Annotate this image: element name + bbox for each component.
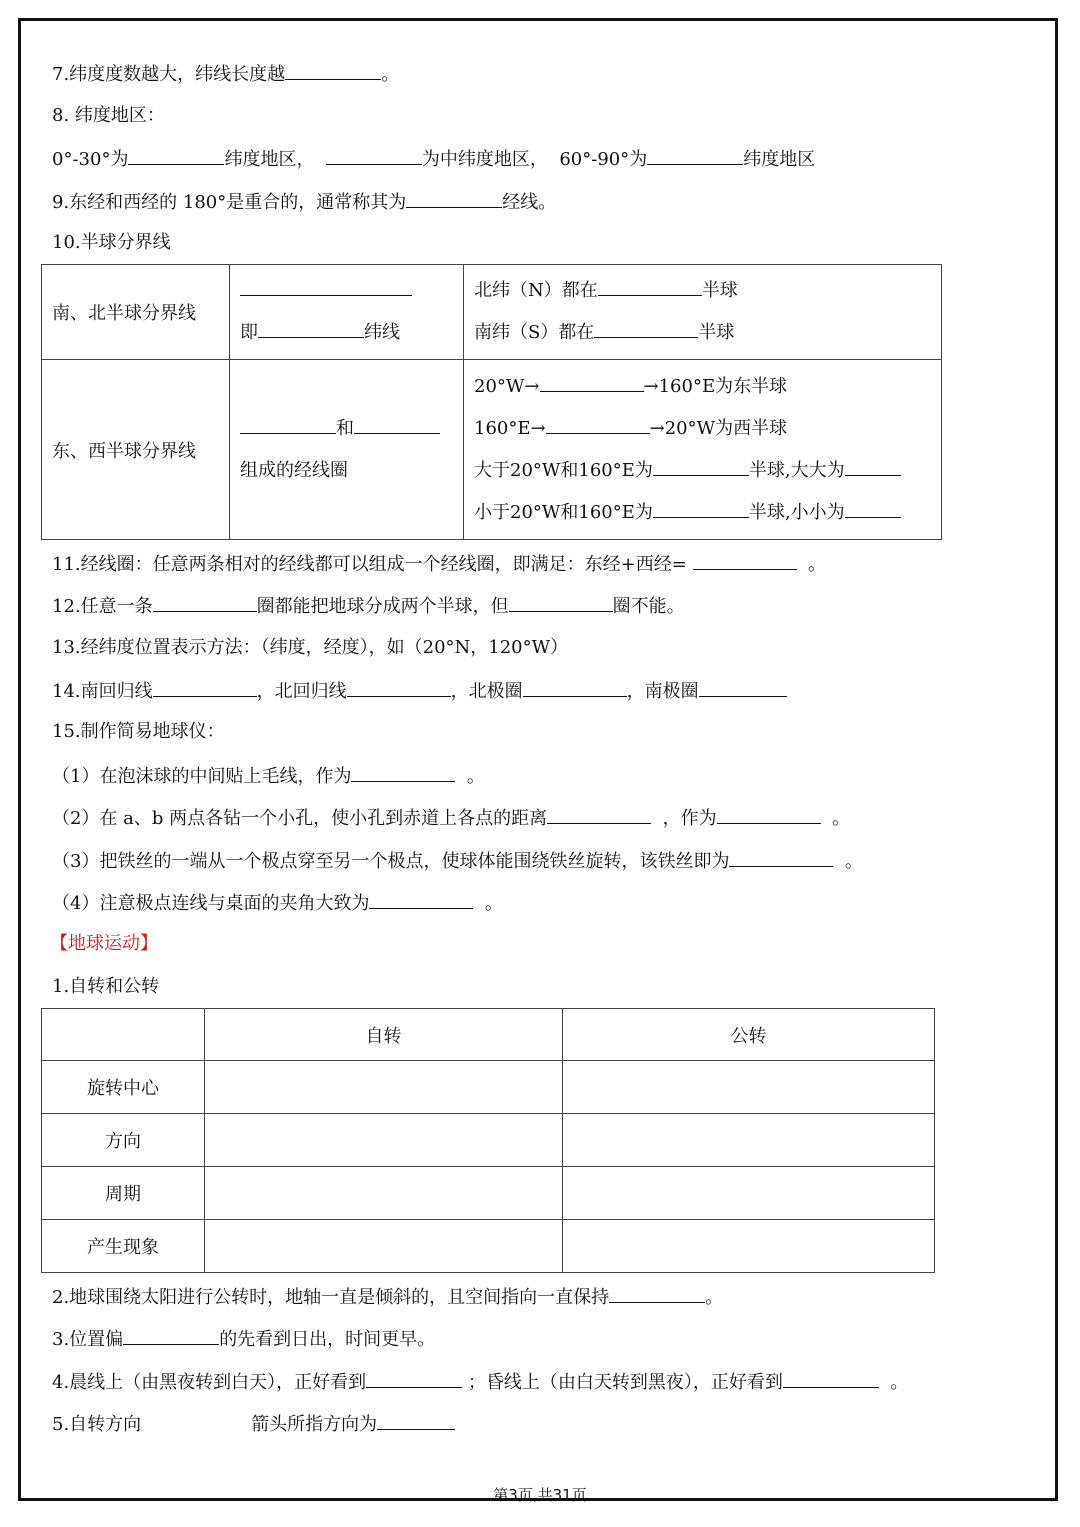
motion-1-title: 1.自转和公转 [52,976,160,997]
row-label-direction: 方向 [42,1114,205,1167]
less-blank-2[interactable] [845,499,901,518]
question-15-3: （3）把铁丝的一端从一个极点穿至另一个极点，使球体能围绕铁丝旋转，该铁丝即为 。 [52,848,863,874]
question-7 [52,61,399,87]
ew-blank-2[interactable] [354,415,440,434]
q14-blank-4[interactable] [699,678,787,697]
ns-lat-blank[interactable] [258,319,364,338]
question-10-title: 10.半球分界线 [52,232,171,253]
ew-blank-1[interactable] [240,415,336,434]
question-15-1: （1）在泡沫球的中间贴上毛线，作为 。 [52,763,485,789]
cell-rotation-center[interactable] [205,1061,563,1114]
q15-4-blank[interactable] [369,890,473,909]
q15-2-blank-2[interactable] [717,805,821,824]
hemisphere-table: 南、北半球分界线 即 纬线 北纬（N）都在 半球 南纬（S）都在 半球 东、西半球分界线 和 组成的经线圈 20°W→ →160°E为东半球 160°E→ →20°W为西半球 大于20°W和160°E为 半球,大大为 小于20°W和160°E为 半球,小小为 [41,264,942,540]
header-revolution: 公转 [563,1009,935,1061]
page-number: 第3页,共31页 [493,1486,587,1504]
question-14: 14.南回归线 ，北回归线 ，北极圈 ，南极圈 [52,678,787,704]
less-blank[interactable] [653,499,749,518]
south-lat-blank[interactable] [594,319,698,338]
q14-blank-1[interactable] [153,678,257,697]
motion-5: 5.自转方向 箭头所指方向为 [52,1411,455,1437]
cell-rotation-period[interactable] [205,1167,563,1220]
header-empty [42,1009,205,1061]
question-15-title: 15.制作简易地球仪： [52,721,225,742]
m4-blank-1[interactable] [366,1369,462,1388]
question-11: 11.经线圈：任意两条相对的经线都可以组成一个经线圈，即满足：东经+西经= 。 [52,551,826,577]
north-lat-blank[interactable] [598,277,702,296]
motion-3: 3.位置偏 的先看到日出，时间更早。 [52,1326,435,1352]
q12-blank-1[interactable] [153,593,257,612]
ns-label: 南、北半球分界线 [42,265,230,360]
question-15-4: （4）注意极点连线与桌面的夹角大致为 。 [52,890,503,916]
greater-blank-2[interactable] [845,457,901,476]
cell-revolution-period[interactable] [563,1167,935,1220]
q8-blank-mid[interactable] [326,146,422,165]
q7-text: 7.纬度度数越大，纬线长度越 [52,64,286,85]
question-13: 13.经纬度位置表示方法：（纬度，经度），如（20°N，120°W） [52,637,569,658]
q15-1-blank[interactable] [351,763,455,782]
greater-blank[interactable] [653,457,749,476]
east-range-blank[interactable] [540,373,644,392]
row-label-center: 旋转中心 [42,1061,205,1114]
page-frame [18,18,1058,1501]
question-8: 0°-30°为 纬度地区， 为中纬度地区， 60°-90°为 纬度地区 [52,146,815,172]
section-title: 【地球运动】 [50,933,158,954]
q8-blank-high[interactable] [647,146,743,165]
row-label-phenomena: 产生现象 [42,1220,205,1273]
motion-2: 2.地球围绕太阳进行公转时，地轴一直是倾斜的，且空间指向一直保持 。 [52,1284,723,1310]
cell-revolution-direction[interactable] [563,1114,935,1167]
cell-revolution-phenomena[interactable] [563,1220,935,1273]
ns-boundary-blank[interactable] [240,277,412,296]
m2-blank[interactable] [609,1284,705,1303]
rotation-revolution-table [41,1008,935,1273]
header-rotation: 自转 [205,1009,563,1061]
question-15-2: （2）在 a、b 两点各钻一个小孔，使小孔到赤道上各点的距离 ，作为 。 [52,805,850,831]
question-12: 12.任意一条 圈都能把地球分成两个半球，但 圈不能。 [52,593,685,619]
q9-blank[interactable] [406,189,502,208]
q8-blank-low[interactable] [128,146,224,165]
cell-rotation-direction[interactable] [205,1114,563,1167]
motion-4: 4.晨线上（由黑夜转到白天），正好看到 ；昏线上（由白天转到黑夜），正好看到 。 [52,1369,908,1395]
q15-2-blank-1[interactable] [547,805,651,824]
west-range-blank[interactable] [546,415,650,434]
q15-3-blank[interactable] [729,848,833,867]
q11-blank[interactable] [693,551,797,570]
cell-rotation-phenomena[interactable] [205,1220,563,1273]
row-label-period: 周期 [42,1167,205,1220]
q14-blank-3[interactable] [523,678,627,697]
q12-blank-2[interactable] [509,593,613,612]
m3-blank[interactable] [123,1326,219,1345]
question-9: 9.东经和西经的 180°是重合的，通常称其为 经线。 [52,189,556,215]
q7-end: 。 [381,64,400,85]
m5-blank[interactable] [377,1411,455,1430]
ew-label: 东、西半球分界线 [42,360,230,540]
q7-blank[interactable] [285,61,381,80]
cell-revolution-center[interactable] [563,1061,935,1114]
m4-blank-2[interactable] [783,1369,879,1388]
q14-blank-2[interactable] [347,678,451,697]
question-8-title: 8. 纬度地区： [52,105,165,126]
